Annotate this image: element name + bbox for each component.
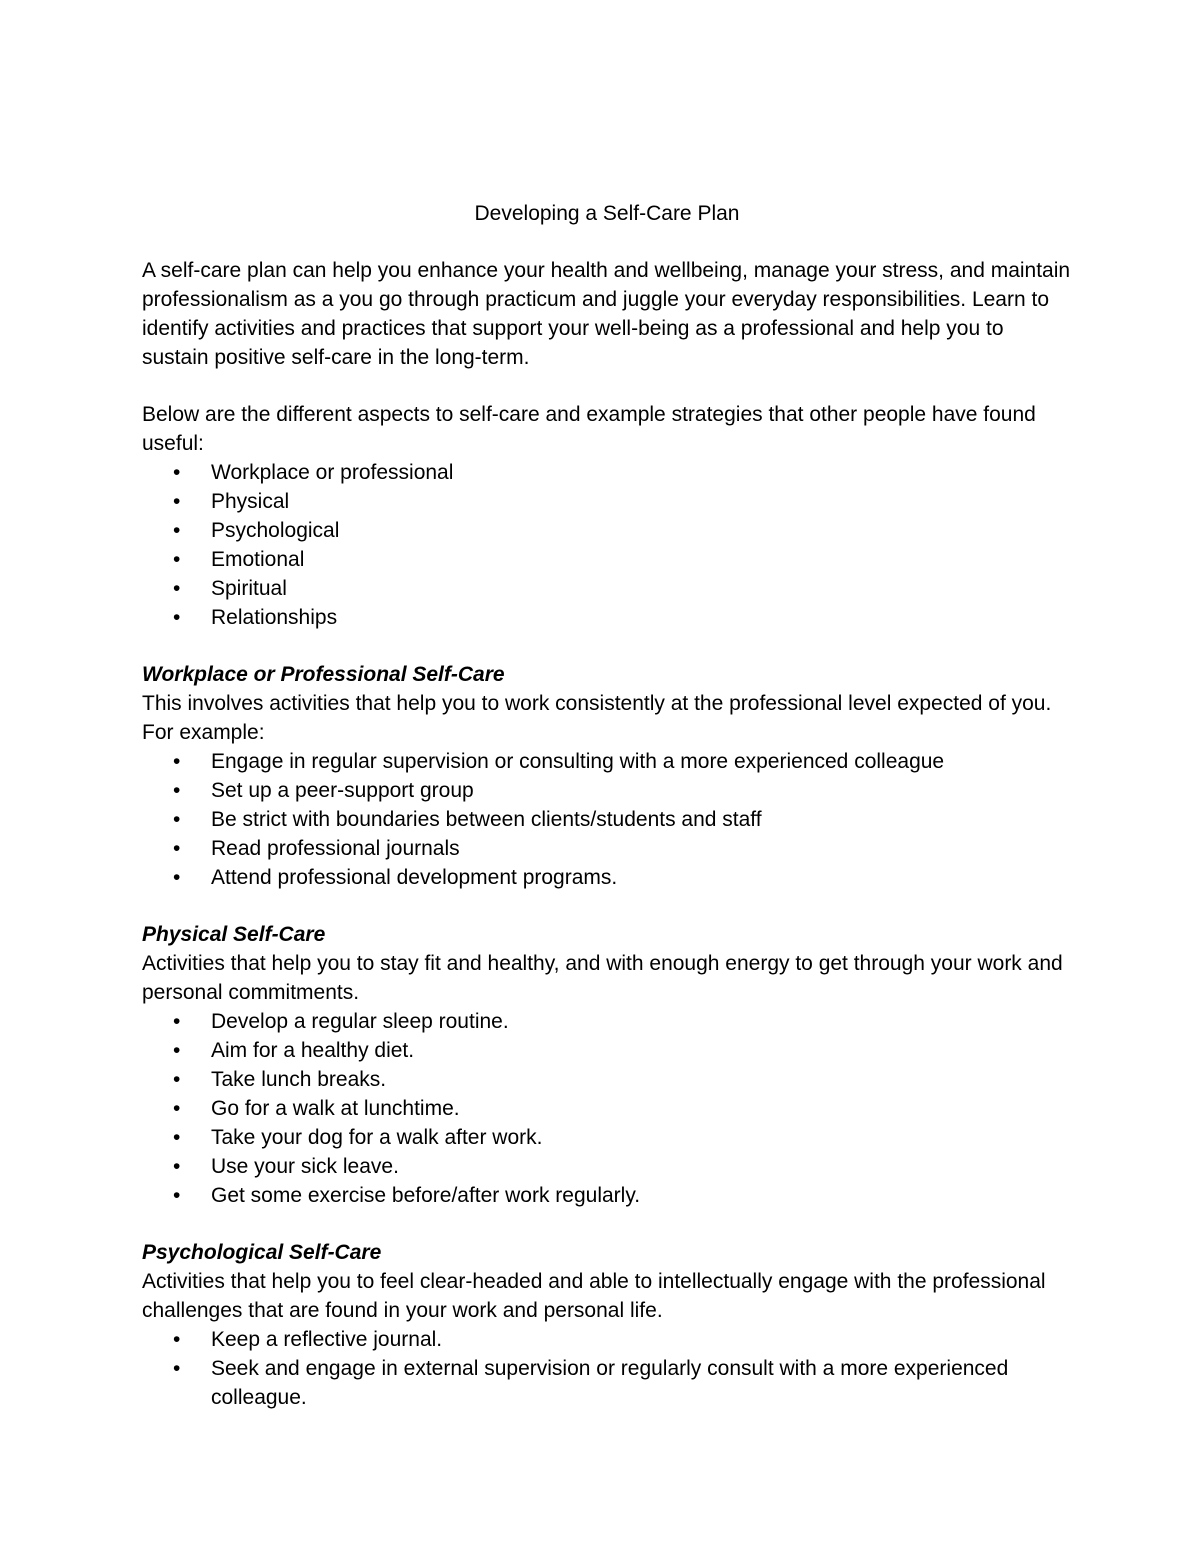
bullet-icon: •	[173, 577, 181, 600]
list-item-text: Aim for a healthy diet.	[211, 1039, 415, 1062]
list-item-text: Take your dog for a walk after work.	[211, 1126, 543, 1149]
bullet-icon: •	[173, 1328, 181, 1351]
list-item	[142, 603, 1072, 632]
aspects-intro: Below are the different aspects to self-care and example strategies that other people have found useful:	[142, 403, 1036, 455]
list-item	[142, 1181, 1072, 1210]
list-item	[142, 863, 1072, 892]
list-item-text: Attend professional development programs.	[211, 866, 618, 889]
list-item-text: Go for a walk at lunchtime.	[211, 1097, 460, 1120]
list-item	[142, 834, 1072, 863]
physical-strategies-list	[142, 1007, 1072, 1210]
bullet-icon: •	[173, 1357, 181, 1380]
list-item	[142, 487, 1072, 516]
list-item-text: Workplace or professional	[211, 461, 454, 484]
list-item-text: Develop a regular sleep routine.	[211, 1010, 509, 1033]
list-item	[142, 1036, 1072, 1065]
list-item-text: Keep a reflective journal.	[211, 1328, 443, 1351]
document-content	[142, 199, 1072, 1412]
list-item	[142, 1007, 1072, 1036]
list-item-text: Relationships	[211, 606, 338, 629]
list-item	[142, 574, 1072, 603]
bullet-icon: •	[173, 1097, 181, 1120]
bullet-icon: •	[173, 490, 181, 513]
list-item	[142, 1325, 1072, 1354]
list-item-text: Engage in regular supervision or consulting with a more experienced colleague	[211, 750, 945, 773]
section-heading-physical: Physical Self-Care	[142, 923, 326, 946]
list-item-text: Take lunch breaks.	[211, 1068, 387, 1091]
section-description-physical: Activities that help you to stay fit and healthy, and with enough energy to get through your work and personal commitments.	[142, 952, 1063, 1004]
list-item	[142, 805, 1072, 834]
list-item-text: Seek and engage in external supervision or regularly consult with a more experienced colleague.	[211, 1357, 1009, 1409]
list-item-text: Spiritual	[211, 577, 287, 600]
list-item	[142, 747, 1072, 776]
list-item	[142, 1094, 1072, 1123]
list-item	[142, 545, 1072, 574]
list-item	[142, 1123, 1072, 1152]
aspects-list	[142, 458, 1072, 632]
intro-paragraph: A self-care plan can help you enhance your health and wellbeing, manage your stress, and maintain professionalism as a you go through practicum and juggle your everyday responsibilities. Learn to identify activities and practices that support your well-being as a professional and help you to sustain positive self-care in the long-term.	[142, 259, 1071, 369]
bullet-icon: •	[173, 808, 181, 831]
bullet-icon: •	[173, 837, 181, 860]
psychological-strategies-list	[142, 1325, 1072, 1412]
list-item	[142, 1065, 1072, 1094]
list-item-text: Emotional	[211, 548, 305, 571]
bullet-icon: •	[173, 1155, 181, 1178]
bullet-icon: •	[173, 606, 181, 629]
bullet-icon: •	[173, 1039, 181, 1062]
list-item-text: Read professional journals	[211, 837, 460, 860]
bullet-icon: •	[173, 750, 181, 773]
section-description-workplace: This involves activities that help you to work consistently at the professional level expected of you. For example:	[142, 692, 1052, 744]
list-item-text: Be strict with boundaries between clients/students and staff	[211, 808, 762, 831]
bullet-icon: •	[173, 548, 181, 571]
bullet-icon: •	[173, 779, 181, 802]
bullet-icon: •	[173, 866, 181, 889]
list-item	[142, 776, 1072, 805]
list-item	[142, 516, 1072, 545]
list-item	[142, 1152, 1072, 1181]
bullet-icon: •	[173, 1126, 181, 1149]
list-item-text: Physical	[211, 490, 290, 513]
bullet-icon: •	[173, 1010, 181, 1033]
list-item	[142, 458, 1072, 487]
list-item	[142, 1354, 1072, 1412]
bullet-icon: •	[173, 461, 181, 484]
workplace-strategies-list	[142, 747, 1072, 892]
section-heading-psychological: Psychological Self-Care	[142, 1241, 382, 1264]
bullet-icon: •	[173, 519, 181, 542]
bullet-icon: •	[173, 1184, 181, 1207]
document-title: Developing a Self-Care Plan	[474, 202, 740, 225]
bullet-icon: •	[173, 1068, 181, 1091]
section-description-psychological: Activities that help you to feel clear-headed and able to intellectually engage with the professional challenges that are found in your work and personal life.	[142, 1270, 1046, 1322]
list-item-text: Get some exercise before/after work regularly.	[211, 1184, 641, 1207]
list-item-text: Set up a peer-support group	[211, 779, 474, 802]
list-item-text: Psychological	[211, 519, 340, 542]
section-heading-workplace: Workplace or Professional Self-Care	[142, 663, 505, 686]
list-item-text: Use your sick leave.	[211, 1155, 399, 1178]
